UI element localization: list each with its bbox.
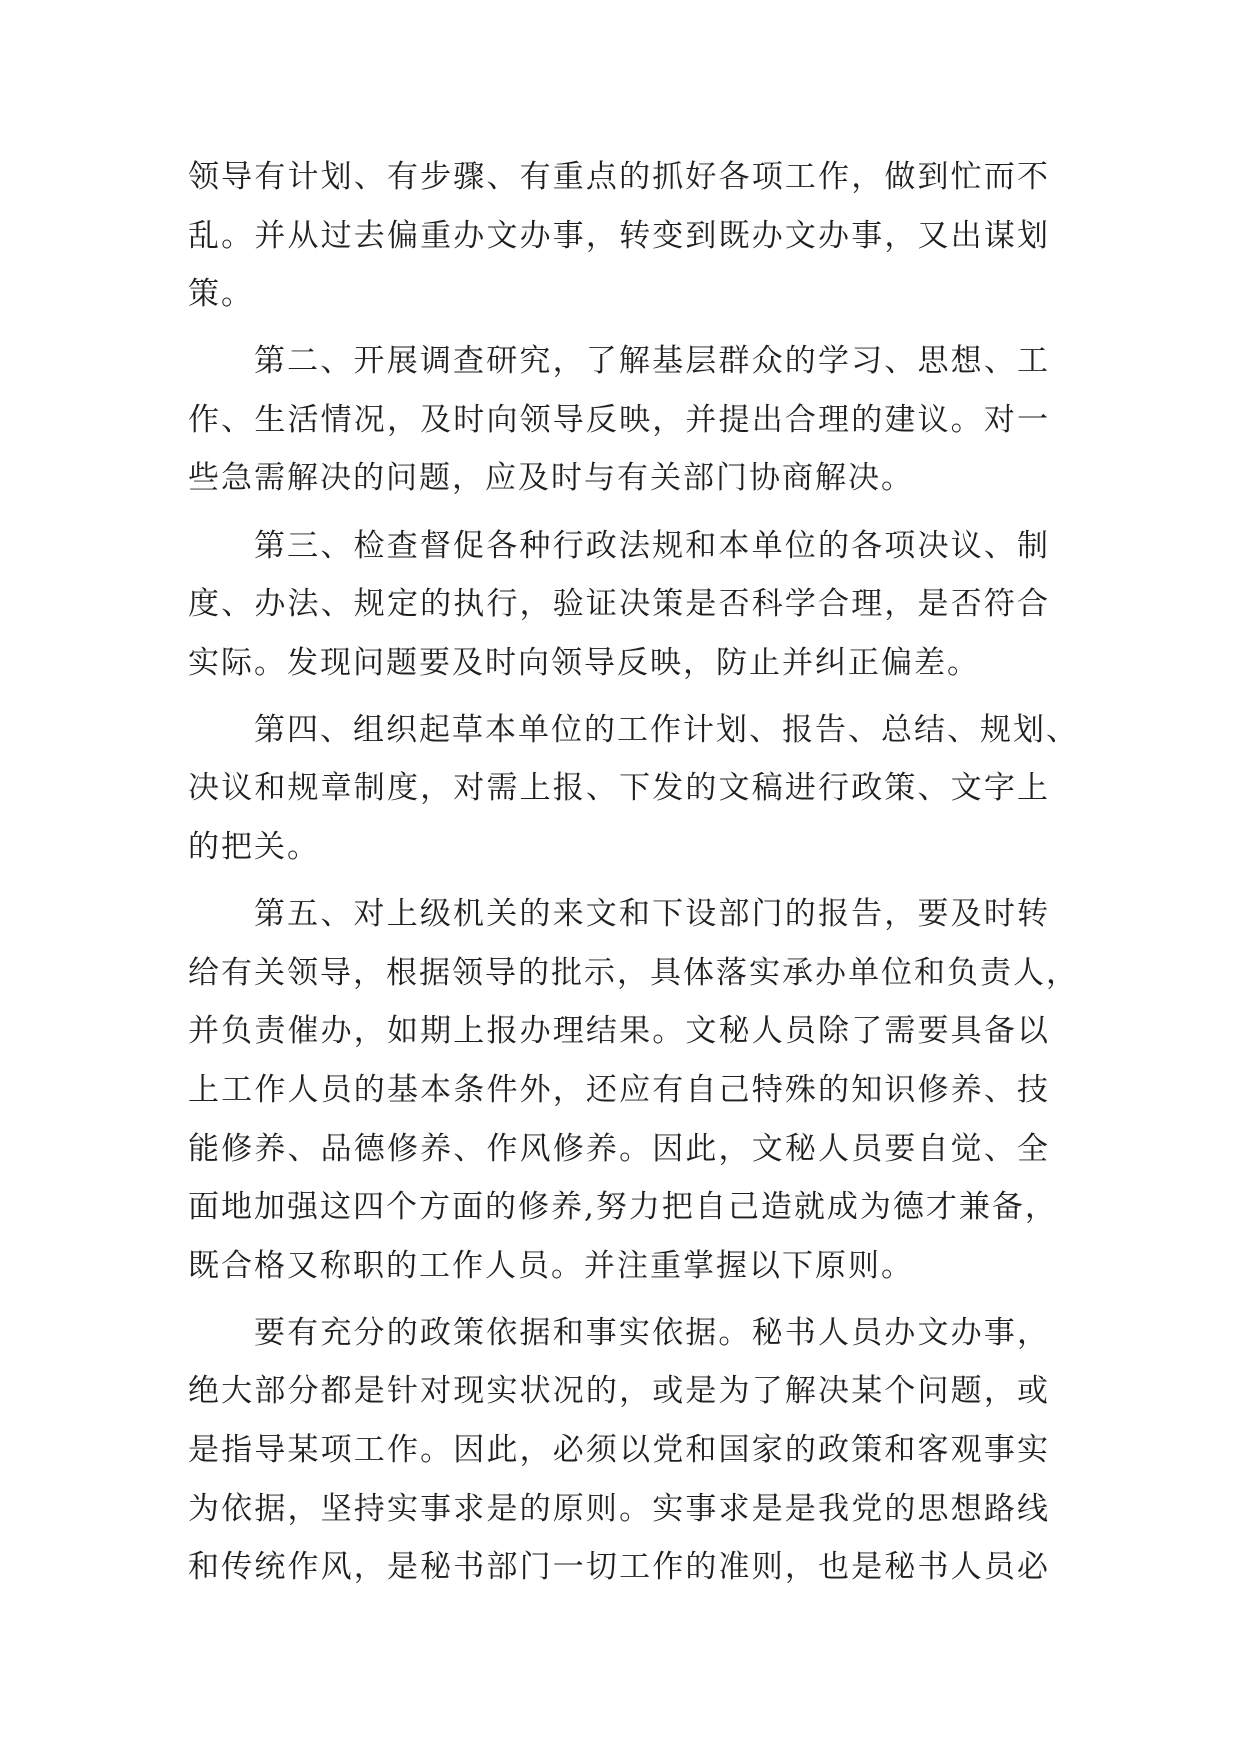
- paragraph: [188, 332, 1050, 508]
- text-line: 能修养、品德修养、作风修养。因此，文秘人员要自觉、全: [188, 1130, 1050, 1167]
- text-line: 既合格又称职的工作人员。并注重掌握以下原则。: [188, 1247, 914, 1284]
- text-line: 上工作人员的基本条件外，还应有自己特殊的知识修养、技: [188, 1071, 1050, 1108]
- text-line: 为依据，坚持实事求是的原则。实事求是是我党的思想路线: [188, 1490, 1050, 1527]
- text-line: 些急需解决的问题，应及时与有关部门协商解决。: [188, 460, 914, 497]
- text-line: 并负责催办，如期上报办理结果。文秘人员除了需要具备以: [188, 1013, 1050, 1050]
- text-line: 是指导某项工作。因此，必须以党和国家的政策和客观事实: [188, 1431, 1050, 1468]
- paragraph: [188, 517, 1050, 693]
- text-line: 度、办法、规定的执行，验证决策是否科学合理，是否符合: [188, 586, 1050, 623]
- document-body: [188, 148, 1079, 1597]
- text-line: 给有关领导，根据领导的批示，具体落实承办单位和负责人，: [188, 954, 1079, 991]
- text-line: 第四、组织起草本单位的工作计划、报告、总结、规划、: [254, 711, 1079, 748]
- paragraph: [188, 1304, 1050, 1597]
- text-line: 实际。发现问题要及时向领导反映，防止并纠正偏差。: [188, 644, 980, 681]
- text-line: 和传统作风，是秘书部门一切工作的准则，也是秘书人员必: [188, 1549, 1050, 1586]
- text-line: 绝大部分都是针对现实状况的，或是为了解决某个问题，或: [188, 1373, 1050, 1410]
- text-line: 策。: [188, 276, 254, 313]
- text-line: 面地加强这四个方面的修养,努力把自己造就成为德才兼备，: [188, 1189, 1058, 1226]
- text-line: 要有充分的政策依据和事实依据。秘书人员办文办事，: [254, 1314, 1050, 1351]
- text-line: 作、生活情况，及时向领导反映，并提出合理的建议。对一: [188, 401, 1050, 438]
- text-line: 第二、开展调查研究，了解基层群众的学习、思想、工: [254, 343, 1050, 380]
- text-line: 第三、检查督促各种行政法规和本单位的各项决议、制: [254, 527, 1050, 564]
- paragraph: [188, 148, 1050, 324]
- paragraph: [188, 701, 1079, 877]
- text-line: 乱。并从过去偏重办文办事，转变到既办文办事，又出谋划: [188, 217, 1050, 254]
- text-line: 领导有计划、有步骤、有重点的抓好各项工作，做到忙而不: [188, 159, 1050, 195]
- paragraph: [188, 885, 1079, 1295]
- text-line: 的把关。: [188, 829, 320, 866]
- text-line: 第五、对上级机关的来文和下设部门的报告，要及时转: [254, 896, 1050, 933]
- text-line: 决议和规章制度，对需上报、下发的文稿进行政策、文字上: [188, 770, 1050, 807]
